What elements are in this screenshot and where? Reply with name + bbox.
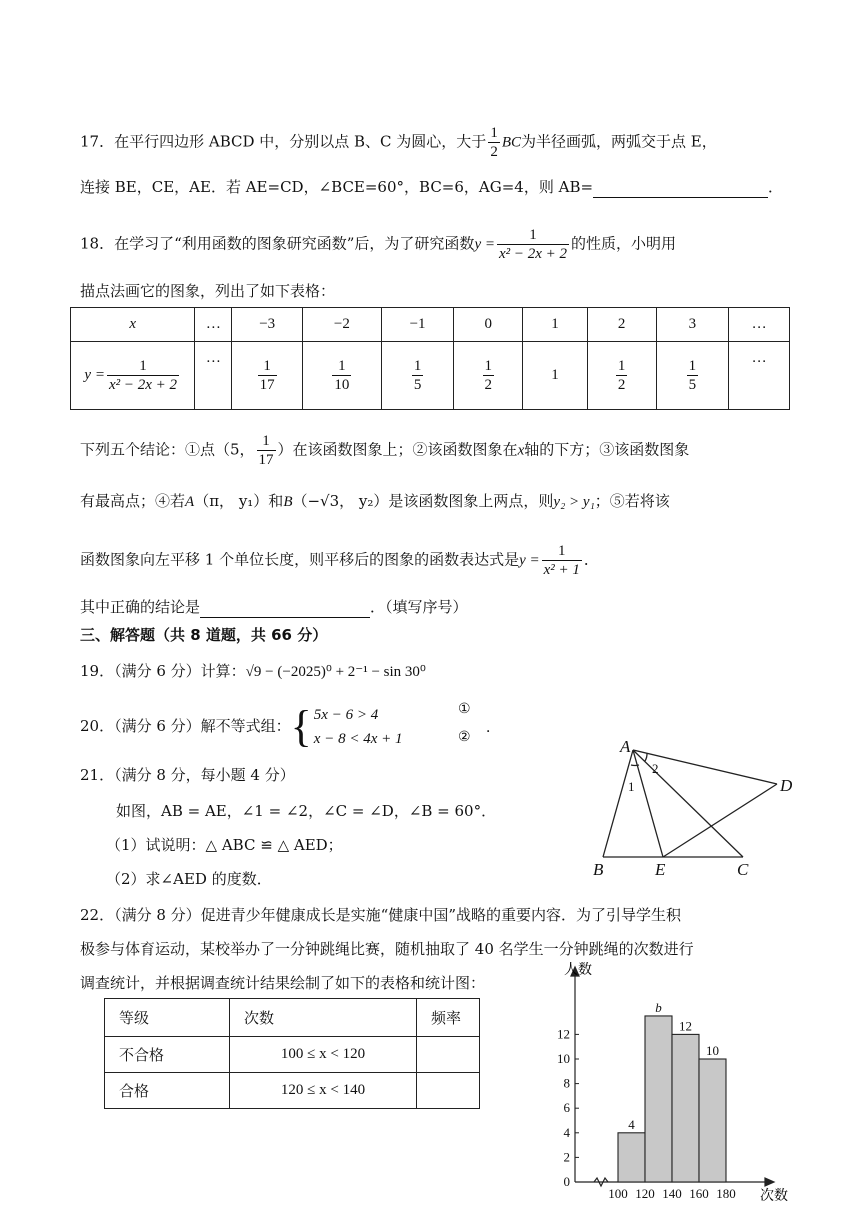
bar-value-label: 4 <box>628 1116 635 1132</box>
bar-value-label: 12 <box>679 1018 692 1034</box>
section-heading: 三、解答题（共 8 道题，共 66 分） <box>80 626 328 644</box>
table-cell: 1 <box>523 308 588 342</box>
point-fraction: $\frac{1}{17}$ <box>258 433 274 468</box>
histogram-bar <box>672 1034 699 1182</box>
q20-mark1: ① <box>458 701 471 717</box>
q18-value-table <box>70 307 790 410</box>
q17-line2: 连接 BE，CE，AE．若 AE=CD，∠BCE=60°，BC=6，AG=4，则 AB= ． <box>80 178 784 196</box>
y-tick-label: 2 <box>563 1149 570 1165</box>
bar-value-label: b <box>655 999 662 1015</box>
brace-icon: { <box>290 702 312 751</box>
y-label-fraction: $\frac{1}{\text{x² − 2x + 2}}$ <box>108 358 178 393</box>
q17-half-fraction: $\frac{1}{2}$ <box>490 125 498 160</box>
table-cell: 不合格 <box>105 1037 230 1073</box>
table-row-y <box>71 342 790 410</box>
x-tick-label: 100 <box>608 1186 628 1201</box>
vertex-label-c: C <box>737 860 749 879</box>
q18-conclusion-line3: 函数图象向左平移 1 个单位长度，则平移后的图象的函数表达式是y = $\frac{1}{\text{x² + 1}}$ ． <box>80 543 599 578</box>
vertex-label-a: A <box>620 737 631 756</box>
table-cell <box>656 342 729 410</box>
y-tick-label: 4 <box>563 1124 570 1140</box>
jump-rope-histogram <box>550 962 810 1212</box>
histogram-bar <box>618 1133 645 1182</box>
q17-answer-blank[interactable] <box>593 179 768 198</box>
header-level: 等级 <box>105 999 230 1037</box>
table-cell: 0 <box>454 308 523 342</box>
table-cell: 3 <box>656 308 729 342</box>
table-cell: −3 <box>232 308 303 342</box>
q18-function-fraction: $\frac{1}{\text{x² − 2x + 2}}$ <box>498 227 568 262</box>
x-tick-label: 160 <box>689 1186 709 1201</box>
table-cell: x <box>71 308 195 342</box>
x-tick-label: 180 <box>716 1186 736 1201</box>
header-frequency: 频率 <box>417 999 480 1037</box>
q21-title: 21．（满分 8 分，每小题 4 分） <box>80 766 295 784</box>
x-tick-label: 140 <box>662 1186 682 1201</box>
bar-value-label: 10 <box>706 1043 719 1058</box>
table-cell <box>232 342 303 410</box>
y-tick-label: 12 <box>557 1026 570 1042</box>
table-cell-frequency[interactable] <box>417 1073 480 1109</box>
q18-answer-line: 其中正确的结论是 ．（填写序号） <box>80 598 468 616</box>
q20-end: ． <box>486 720 500 736</box>
table-cell-y-label: y = $\frac{1}{\text{x² − 2x + 2}}$ <box>71 342 195 410</box>
q17-line1: 17．在平行四边形 ABCD 中，分别以点 B、C 为圆心，大于 $\frac{1}{2}$ BC为半径画弧，两弧交于点 E， <box>80 125 717 160</box>
table-cell: … <box>729 308 790 342</box>
table-cell: … <box>195 308 232 342</box>
header-count: 次数 <box>230 999 417 1037</box>
cell-fraction: $\frac{1}{5}$ <box>413 358 422 393</box>
y-tick-label: 8 <box>563 1075 570 1091</box>
angle-label-2: 2 <box>652 761 659 776</box>
cell-fraction: $\frac{1}{2}$ <box>484 358 493 393</box>
histogram-bar <box>645 1016 672 1182</box>
q18-answer-blank[interactable] <box>200 599 370 618</box>
table-cell: 2 <box>587 308 656 342</box>
cell-fraction: $\frac{1}{5}$ <box>688 358 697 393</box>
inequality-system <box>291 703 403 751</box>
y-tick-label: 0 <box>563 1174 570 1189</box>
q20-line: 20．（满分 6 分）解不等式组： { 5x − 6 > 4 x − 8 < 4x + 1 <box>80 702 403 751</box>
system-rows: 5x − 6 > 4 x − 8 < 4x + 1 <box>313 707 403 747</box>
q21-given: 如图，AB = AE，∠1 = ∠2，∠C = ∠D，∠B = 60°． <box>116 802 497 820</box>
table-row <box>105 1037 480 1073</box>
q22-line3: 调查统计，并根据调查统计结果绘制了如下的表格和统计图： <box>80 974 486 992</box>
angle-label-1: 1 <box>628 779 635 794</box>
q18-line2: 描点法画它的图象，列出了如下表格： <box>80 282 336 300</box>
table-cell <box>454 342 523 410</box>
y-tick-label: 6 <box>563 1100 570 1116</box>
table-cell: −1 <box>381 308 454 342</box>
q22-line1: 22．（满分 8 分）促进青少年健康成长是实施“健康中国”战略的重要内容．为了引导学生积 <box>80 906 682 924</box>
q22-line2: 极参与体育运动，某校举办了一分钟跳绳比赛，随机抽取了 40 名学生一分钟跳绳的次数进行 <box>80 940 694 958</box>
x-tick-label: 120 <box>635 1186 655 1201</box>
q21-triangle-figure <box>585 735 810 880</box>
y-axis-label: 人数 <box>564 962 592 978</box>
table-cell: 120 ≤ x < 140 <box>230 1073 417 1109</box>
vertex-label-b: B <box>593 860 604 879</box>
table-cell: 1 <box>523 342 588 410</box>
q18-conclusion-line1: 下列五个结论：①点（5， $\frac{1}{17}$ ）在该函数图象上；②该函数图象在x轴的下方；③该函数图象 <box>80 433 690 468</box>
cell-fraction: $\frac{1}{2}$ <box>617 358 626 393</box>
table-row-x <box>71 308 790 342</box>
table-header-row <box>105 999 480 1037</box>
table-cell: −2 <box>303 308 382 342</box>
q20-mark2: ② <box>458 729 471 745</box>
table-cell: … <box>195 342 232 410</box>
cell-fraction: $\frac{1}{10}$ <box>334 358 350 393</box>
q21-part1: （1）试说明：△ ABC ≌ △ AED； <box>106 836 343 854</box>
table-cell <box>381 342 454 410</box>
table-cell: 合格 <box>105 1073 230 1109</box>
y-tick-label: 10 <box>557 1051 570 1066</box>
table-cell <box>587 342 656 410</box>
cell-fraction: $\frac{1}{17}$ <box>259 358 275 393</box>
vertex-label-d: D <box>780 776 793 795</box>
table-cell: 100 ≤ x < 120 <box>230 1037 417 1073</box>
shifted-function-fraction: $\frac{1}{\text{x² + 1}}$ <box>543 543 580 578</box>
vertex-label-e: E <box>655 860 666 879</box>
table-cell: … <box>729 342 790 410</box>
q22-frequency-table <box>104 998 480 1109</box>
q18-conclusion-line2: 有最高点；④若A（π， y₁）和B（−√3， y₂）是该函数图象上两点，则y₂ > y₁；⑤若将该 <box>80 492 670 510</box>
q18-line1: 18．在学习了“利用函数的图象研究函数”后，为了研究函数y = $\frac{1}{\text{x² − 2x + 2}}$ 的性质，小明用 <box>80 227 677 262</box>
x-axis-label: 次数 <box>760 1188 788 1204</box>
table-cell-frequency[interactable] <box>417 1037 480 1073</box>
table-row <box>105 1073 480 1109</box>
q21-part2: （2）求∠AED 的度数． <box>106 870 272 888</box>
q19-line: 19．（满分 6 分）计算：√9 − (−2025)⁰ + 2⁻¹ − sin 30⁰ <box>80 662 426 680</box>
histogram-bar <box>699 1059 726 1182</box>
table-cell <box>303 342 382 410</box>
